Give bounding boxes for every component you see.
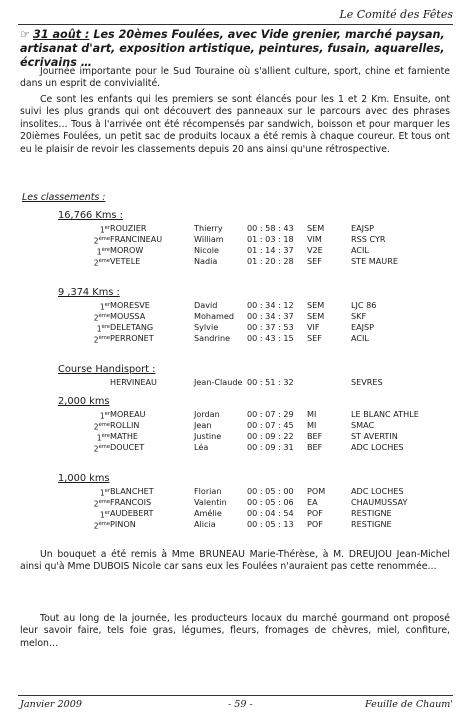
result-category: VIF bbox=[307, 322, 320, 332]
result-club: ST AVERTIN bbox=[351, 431, 398, 441]
rank-number: 2 bbox=[93, 313, 99, 323]
result-time: 00 : 34 : 12 bbox=[247, 300, 294, 310]
result-category: MI bbox=[307, 420, 317, 430]
result-name: DELETANG bbox=[110, 322, 154, 332]
result-category: POM bbox=[307, 486, 326, 496]
result-firstname: Léa bbox=[194, 442, 209, 452]
result-club: SKF bbox=[351, 311, 367, 321]
result-category: SEM bbox=[307, 311, 325, 321]
result-time: 00 : 07 : 29 bbox=[247, 409, 294, 419]
result-name: HERVINEAU bbox=[110, 377, 157, 387]
article-date: 31 août : bbox=[33, 28, 90, 41]
rank-suffix: er bbox=[104, 488, 110, 494]
result-time: 00 : 05 : 13 bbox=[247, 519, 294, 529]
rank-suffix: ème bbox=[98, 335, 110, 341]
rank-number: 1 bbox=[96, 247, 102, 257]
rank-suffix: er bbox=[104, 302, 110, 308]
result-name: PERRONET bbox=[110, 333, 154, 343]
result-firstname: Jean bbox=[194, 420, 212, 430]
section-title: 16,766 Kms : bbox=[58, 210, 123, 221]
result-name: DOUCET bbox=[110, 442, 145, 452]
rank-suffix: ème bbox=[98, 422, 110, 428]
footer-page-number: - 59 - bbox=[228, 699, 253, 710]
hand-pointer-icon: ☞ bbox=[20, 28, 31, 41]
result-club: SEVRES bbox=[351, 377, 383, 387]
result-time: 00 : 34 : 37 bbox=[247, 311, 294, 321]
result-name: ROLLIN bbox=[110, 420, 140, 430]
result-time: 00 : 58 : 43 bbox=[247, 223, 294, 233]
result-category: SEM bbox=[307, 223, 325, 233]
article-title bbox=[20, 28, 450, 70]
rank-suffix: ème bbox=[98, 236, 110, 242]
result-firstname: Alicia bbox=[194, 519, 216, 529]
result-time: 00 : 09 : 31 bbox=[247, 442, 294, 452]
result-category: SEM bbox=[307, 300, 325, 310]
result-firstname: Nadia bbox=[194, 256, 218, 266]
rank-number: 2 bbox=[93, 444, 99, 454]
result-category: V2E bbox=[307, 245, 323, 255]
result-time: 00 : 43 : 15 bbox=[247, 333, 294, 343]
rank-number: 2 bbox=[93, 521, 99, 531]
rank-suffix: ère bbox=[101, 247, 110, 253]
rank-number: 2 bbox=[93, 499, 99, 509]
result-category: VIM bbox=[307, 234, 322, 244]
result-name: MOREAU bbox=[110, 409, 146, 419]
result-firstname: Sylvie bbox=[194, 322, 219, 332]
result-firstname: Amélie bbox=[194, 508, 222, 518]
result-time: 00 : 05 : 06 bbox=[247, 497, 294, 507]
result-club: ACIL bbox=[351, 333, 369, 343]
result-name: ROUZIER bbox=[110, 223, 147, 233]
footer-publication: Feuille de Chaum' bbox=[365, 699, 453, 710]
rank-number: 1 bbox=[99, 302, 105, 312]
section-title: 1,000 kms bbox=[58, 473, 110, 484]
rank-number: 2 bbox=[93, 236, 99, 246]
rank-suffix: er bbox=[104, 510, 110, 516]
result-time: 00 : 04 : 54 bbox=[247, 508, 294, 518]
result-firstname: William bbox=[194, 234, 224, 244]
section-title: 9 ,374 Kms : bbox=[58, 287, 120, 298]
result-club: EAJSP bbox=[351, 223, 375, 233]
rank-number: 1 bbox=[96, 433, 102, 443]
result-time: 00 : 09 : 22 bbox=[247, 431, 294, 441]
rank-suffix: er bbox=[104, 411, 110, 417]
footer-date: Janvier 2009 bbox=[20, 699, 82, 710]
result-firstname: Jean-Claude bbox=[194, 377, 243, 387]
result-name: MOROW bbox=[110, 245, 144, 255]
rank-number: 1 bbox=[99, 510, 105, 520]
result-club: LJC 86 bbox=[351, 300, 377, 310]
rank-number: 2 bbox=[93, 422, 99, 432]
result-club: RESTIGNE bbox=[351, 508, 392, 518]
rank-number: 2 bbox=[93, 335, 99, 345]
result-club: ADC LOCHES bbox=[351, 442, 404, 452]
result-club: ADC LOCHES bbox=[351, 486, 404, 496]
result-time: 00 : 37 : 53 bbox=[247, 322, 294, 332]
rank-number: 1 bbox=[99, 225, 105, 235]
result-club: STE MAURE bbox=[351, 256, 398, 266]
rank-number: 2 bbox=[93, 258, 99, 268]
result-club: LE BLANC ATHLE bbox=[351, 409, 419, 419]
result-name: BLANCHET bbox=[110, 486, 154, 496]
rank-suffix: er bbox=[104, 225, 110, 231]
result-category: POF bbox=[307, 519, 323, 529]
rank-suffix: ème bbox=[98, 258, 110, 264]
result-category: SEF bbox=[307, 256, 322, 266]
result-category: BEF bbox=[307, 431, 323, 441]
rank-number: 1 bbox=[99, 411, 105, 421]
header-rule bbox=[18, 24, 453, 25]
result-time: 00 : 51 : 32 bbox=[247, 377, 294, 387]
result-name: FRANCOIS bbox=[110, 497, 152, 507]
result-name: AUDEBERT bbox=[110, 508, 154, 518]
result-rank bbox=[82, 519, 110, 532]
result-firstname: Jordan bbox=[194, 409, 220, 419]
paragraph-2: Ce sont les enfants qui les premiers se sont élancés pour les 1 et 2 Km. Ensuite, ont suivi les plus grands qui ont découvert des panneaux sur le parcours avec des phrases insolites… Tous à l'arrivée ont été récompensés par sandwich, boisson et pour marquer les 20ièmes Foulées, un petit sac de produits locaux a été remis à chaque coureur. Et tous ont eu le plaisir de revoir les classements depuis 20 ans ainsi qu'une rétrospective. bbox=[20, 94, 450, 155]
result-name: MATHE bbox=[110, 431, 139, 441]
result-firstname: Mohamed bbox=[194, 311, 235, 321]
rank-suffix: ème bbox=[98, 521, 110, 527]
result-name: VETELE bbox=[110, 256, 141, 266]
result-category: MI bbox=[307, 409, 317, 419]
result-club: ACIL bbox=[351, 245, 369, 255]
footer-rule bbox=[18, 695, 453, 696]
article-title-text: Les 20èmes Foulées, avec Vide grenier, marché paysan, artisanat d'art, exposition artistique, peintures, fusain, aquarelles, écrivains … bbox=[20, 28, 445, 69]
result-name: FRANCINEAU bbox=[110, 234, 163, 244]
paragraph-3: Un bouquet a été remis à Mme BRUNEAU Marie-Thérèse, à M. DREUJOU Jean-Michel ainsi qu'à Mme DUBOIS Nicole car sans eux les Foulées n'auraient pas cette renommée… bbox=[20, 549, 450, 573]
rank-number: 1 bbox=[96, 324, 102, 334]
result-category: POF bbox=[307, 508, 323, 518]
result-club: CHAUMUSSAY bbox=[351, 497, 408, 507]
rank-suffix: ème bbox=[98, 499, 110, 505]
classements-heading: Les classements : bbox=[22, 192, 106, 203]
result-rank bbox=[82, 256, 110, 269]
rank-suffix: ème bbox=[98, 444, 110, 450]
result-time: 01 : 03 : 18 bbox=[247, 234, 294, 244]
result-firstname: Nicole bbox=[194, 245, 219, 255]
result-category: EA bbox=[307, 497, 318, 507]
result-name: MORESVE bbox=[110, 300, 150, 310]
result-time: 01 : 14 : 37 bbox=[247, 245, 294, 255]
result-time: 01 : 20 : 28 bbox=[247, 256, 294, 266]
result-club: RESTIGNE bbox=[351, 519, 392, 529]
result-name: MOUSSA bbox=[110, 311, 146, 321]
result-category: SEF bbox=[307, 333, 322, 343]
result-firstname: Thierry bbox=[194, 223, 223, 233]
result-club: RSS CYR bbox=[351, 234, 386, 244]
result-rank bbox=[82, 333, 110, 346]
result-firstname: Justine bbox=[194, 431, 222, 441]
page-header-title: Le Comité des Fêtes bbox=[339, 8, 453, 21]
result-rank bbox=[82, 442, 110, 455]
result-firstname: Sandrine bbox=[194, 333, 231, 343]
result-firstname: Valentin bbox=[194, 497, 227, 507]
result-club: SMAC bbox=[351, 420, 375, 430]
rank-number: 1 bbox=[99, 488, 105, 498]
result-club: EAJSP bbox=[351, 322, 375, 332]
result-firstname: David bbox=[194, 300, 218, 310]
rank-suffix: ème bbox=[98, 313, 110, 319]
result-firstname: Florian bbox=[194, 486, 222, 496]
result-time: 00 : 05 : 00 bbox=[247, 486, 294, 496]
result-category: BEF bbox=[307, 442, 323, 452]
rank-suffix: ère bbox=[101, 433, 110, 439]
result-name: PINON bbox=[110, 519, 136, 529]
section-title: Course Handisport : bbox=[58, 364, 156, 375]
section-title: 2,000 kms bbox=[58, 396, 110, 407]
result-time: 00 : 07 : 45 bbox=[247, 420, 294, 430]
paragraph-1: Journée importante pour le Sud Touraine où s'allient culture, sport, chine et farniente dans un esprit de convivialité. bbox=[20, 66, 450, 90]
rank-suffix: ère bbox=[101, 324, 110, 330]
paragraph-4: Tout au long de la journée, les producteurs locaux du marché gourmand ont proposé leur savoir faire, tels foie gras, légumes, fleurs, fromages de chèvres, miel, confiture, melon… bbox=[20, 613, 450, 649]
